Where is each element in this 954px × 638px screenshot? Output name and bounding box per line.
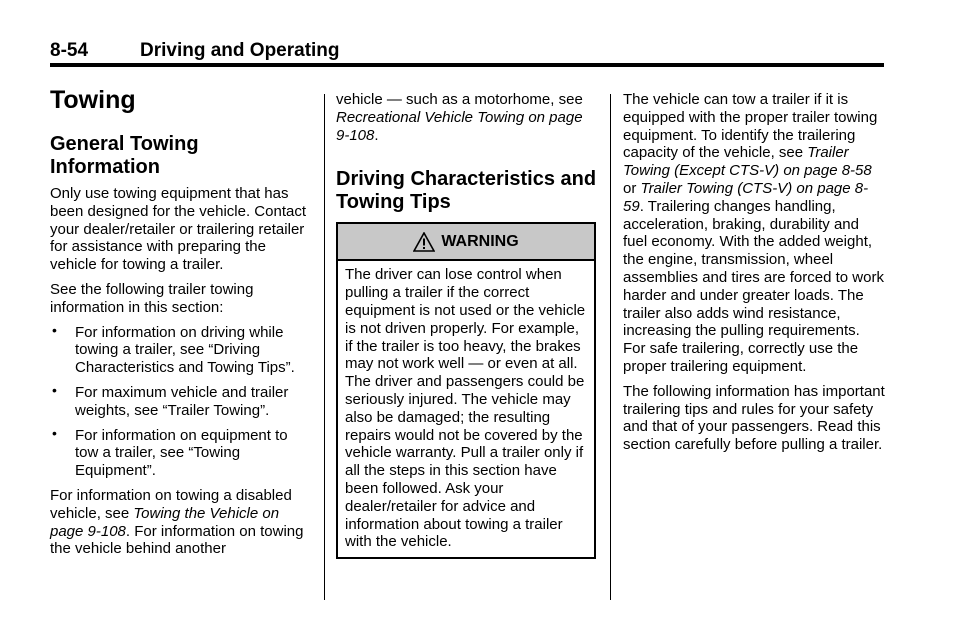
section-title: Driving and Operating <box>140 40 340 61</box>
driving-characteristics-heading: Driving Characteristics and Towing Tips <box>336 168 597 214</box>
warning-text: The driver can lose control when pulling a trailer if the correct equipment is not used or the vehicle is not driven properly. For example, if the trailer is too heavy, the brakes may not work well — or even at all. The driver and passengers could be seriously injured. The vehicle may also be damaged; the resulting repairs would not be covered by the vehicle warranty. Pull a trailer only if all the steps in this section have been followed. Ask your dealer/retailer for advice and information about towing a trailer with the vehicle. <box>345 266 586 551</box>
bullet-icon: • <box>52 381 57 398</box>
warning-triangle-icon <box>413 232 435 252</box>
header-rule <box>50 63 884 67</box>
list-item-text: For information on driving while towing a trailer, see “Driving Characteristics and Towing Tips”. <box>75 323 295 377</box>
cross-reference-link[interactable]: Trailer Towing (Except CTS-V) on page 8-58 <box>623 144 872 180</box>
list-item-text: For maximum vehicle and trailer weights, see “Trailer Towing”. <box>75 383 289 419</box>
bullet-icon: • <box>52 321 57 338</box>
list-item <box>50 321 314 377</box>
paragraph: See the following trailer towing information in this section: <box>50 280 254 316</box>
column-divider-1 <box>324 94 325 600</box>
column-1 <box>50 133 314 565</box>
bullet-icon: • <box>52 424 57 441</box>
warning-box <box>336 222 596 559</box>
list-item <box>50 424 314 480</box>
column-divider-2 <box>610 94 611 600</box>
page-title: Towing <box>50 86 136 114</box>
cross-reference-link[interactable]: Trailer Towing (CTS-V) on page 8-59 <box>623 179 869 215</box>
bullet-list <box>50 321 314 480</box>
page-header <box>50 38 884 64</box>
paragraph: The following information has important trailering tips and rules for your safety and that of your passengers. Read this section carefully before pulling a trailer. <box>623 382 885 454</box>
paragraph: The vehicle can tow a trailer if it is equipped with the proper trailer towing equipment. To identify the trailering capacity of the vehicle, see Trailer Towing (Except CTS-V) on page 8-58 or Trailer Towing (CTS-V) on page 8-59. Trailering changes handling, acceleration, braking, durability and fuel economy. With the added weight, the engine, transmission, wheel assemblies and tires are forced to work harder and under greater loads. The trailer also adds wind resistance, increasing the pulling requirements. For safe trailering, correctly use the proper trailering equipment. <box>623 91 884 375</box>
list-item <box>50 381 314 420</box>
column-2 <box>336 91 598 559</box>
cross-reference-link[interactable]: Towing the Vehicle on page 9-108 <box>50 504 280 540</box>
cross-reference-link[interactable]: Recreational Vehicle Towing on page 9-108 <box>336 108 583 144</box>
page-number: 8-54 <box>50 40 89 61</box>
warning-header <box>338 224 594 261</box>
paragraph: Only use towing equipment that has been designed for the vehicle. Contact your dealer/retailer or trailering retailer for assistance with preparing the vehicle for towing a trailer. <box>50 185 307 274</box>
list-item-text: For information on equipment to tow a trailer, see “Towing Equipment”. <box>75 426 288 480</box>
paragraph: vehicle — such as a motorhome, see Recreational Vehicle Towing on page 9-108. <box>336 91 583 144</box>
paragraph: For information on towing a disabled vehicle, see Towing the Vehicle on page 9-108. For information on towing the vehicle behind another <box>50 486 304 558</box>
column-3 <box>623 91 885 461</box>
general-towing-heading: General Towing Information <box>50 133 199 178</box>
warning-label: WARNING <box>441 232 519 250</box>
